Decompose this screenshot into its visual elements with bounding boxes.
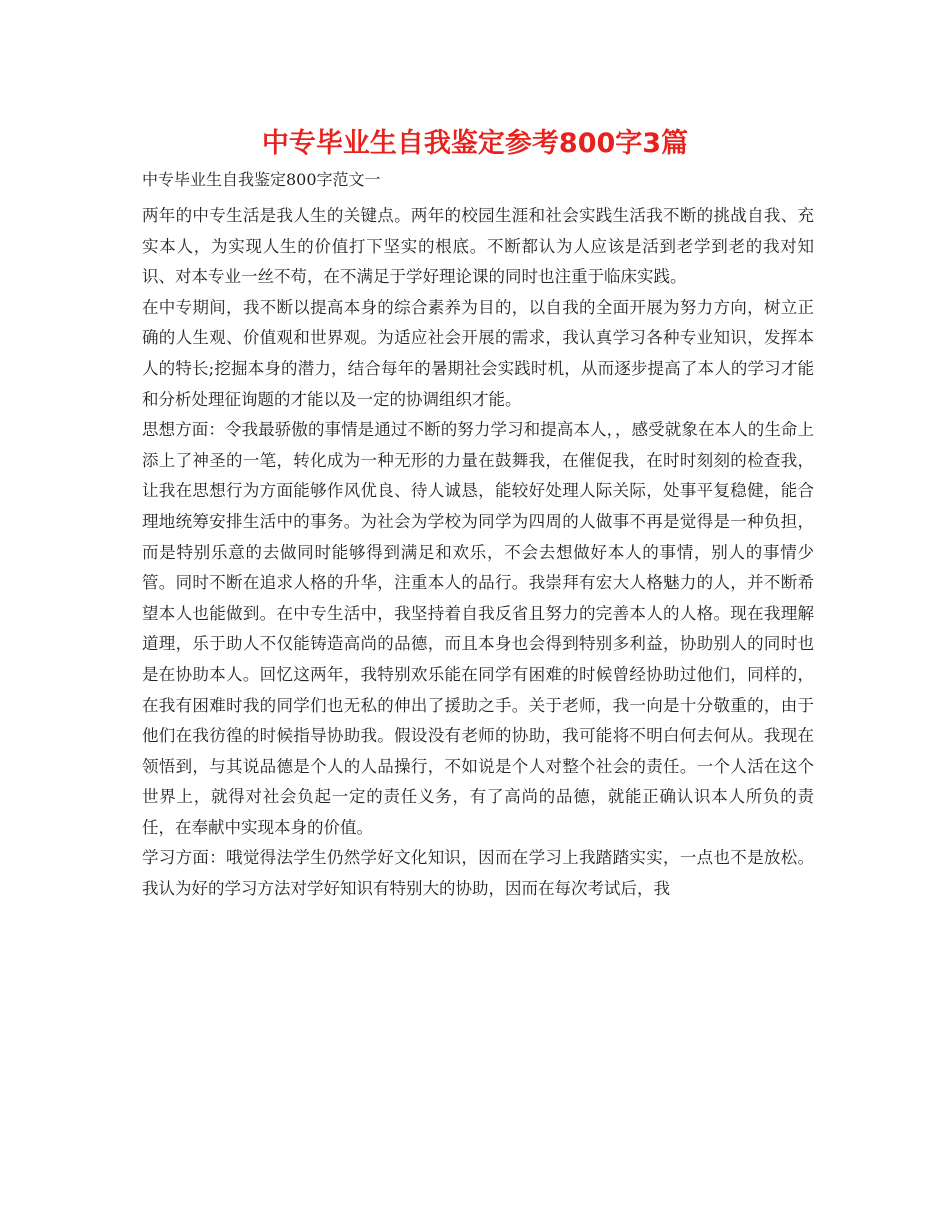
paragraph-learning: 学习方面：哦觉得法学生仍然学好文化知识，因而在学习上我踏踏实实，一点也不是放松。我认为好的学习方法对学好知识有特别大的协助，因而在每次考试后，我 — [142, 848, 814, 899]
section-heading: 中专毕业生自我鉴定800字范文一 — [142, 170, 381, 189]
paragraph-ideology: 思想方面：令我最骄傲的事情是通过不断的努力学习和提高本人，，感受就象在本人的生命上添上了神圣的一笔，转化成为一种无形的力量在鼓舞我，在催促我，在时时刻刻的检查我，让我在思想行为方面能够作风优良、待人诚恳，能较好处理人际关际，处事平复稳健，能合理地统筹安排生活中的事务。为社会为学校为同学为四周的人做事不再是觉得是一种负担，而是特别乐意的去做同时能够得到满足和欢乐，不会去想做好本人的事情，别人的事情少管。同时不断在追求人格的升华，注重本人的品行。我崇拜有宏大人格魅力的人，并不断希望本人也能做到。在中专生活中，我坚持着自我反省且努力的完善本人的人格。现在我理解道理，乐于助人不仅能铸造高尚的品德，而且本身也会得到特别多利益，协助别人的同时也是在协助本人。回忆这两年，我特别欢乐能在同学有困难的时候曾经协助过他们，同样的，在我有困难时我的同学们也无私的伸出了援助之手。关于老师，我一向是十分敬重的，由于他们在我彷徨的时候指导协助我。假设没有老师的协助，我可能将不明白何去何从。我现在领悟到，与其说品德是个人的人品操行，不如说是个人对整个社会的责任。一个人活在这个世界上，就得对社会负起一定的责任义务，有了高尚的品德，就能正确认识本人所负的责任，在奉献中实现本身的价值。 — [142, 420, 814, 837]
paragraph-study-period: 在中专期间，我不断以提高本身的综合素养为目的，以自我的全面开展为努力方向，树立正确的人生观、价值观和世界观。为适应社会开展的需求，我认真学习各种专业知识，发挥本人的特长;挖掘本身的潜力，结合每年的暑期社会实践时机，从而逐步提高了本人的学习才能和分析处理征询题的才能以及一定的协调组织才能。 — [142, 297, 814, 409]
document-title: 中专毕业生自我鉴定参考800字3篇 — [261, 128, 689, 159]
paragraph-intro: 两年的中专生活是我人生的关键点。两年的校园生涯和社会实践生活我不断的挑战自我、充实本人，为实现人生的价值打下坚实的根底。不断都认为人应该是活到老学到老的我对知识、对本专业一丝不苟，在不满足于学好理论课的同时也注重于临床实践。 — [142, 206, 814, 287]
document-body — [142, 201, 814, 905]
